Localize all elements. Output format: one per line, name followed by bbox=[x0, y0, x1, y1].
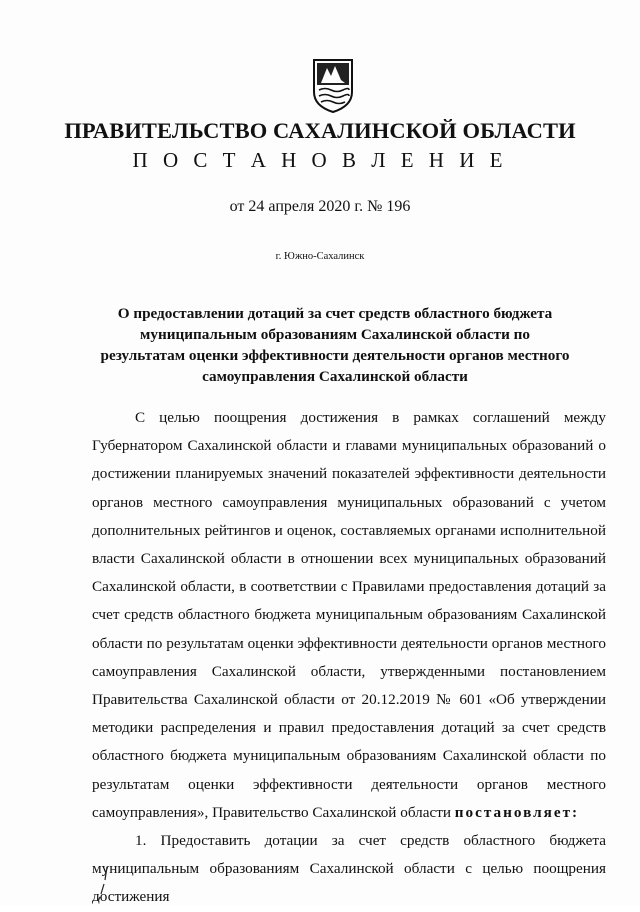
scan-mark bbox=[96, 866, 110, 902]
clause-1-paragraph: 1. Предоставить дотации за счет средств областного бюджета муниципальным образованиям Сахалинской области с целью поощрения достижения bbox=[92, 832, 606, 906]
government-title: ПРАВИТЕЛЬСТВО САХАЛИНСКОЙ ОБЛАСТИ bbox=[64, 118, 576, 143]
date-and-number: от 24 апреля 2020 г. № 196 bbox=[229, 198, 411, 215]
resolves-word: постановляет: bbox=[454, 803, 580, 821]
preamble-paragraph bbox=[92, 404, 606, 827]
city-line: г. Южно-Сахалинск bbox=[275, 251, 365, 262]
preamble-text: С целью поощрения достижения в рамках соглашений между Губернатором Сахалинской области и главами муниципальных образований о достижении планируемых значений показателей эффективности деятельности органов местного самоуправления муниципальных образований с учетом дополнительных рейтингов и оценок, составляемых органами исполнительной власти Сахалинской области в отношении всех муниципальных образований Сахалинской области, в соответствии с Правилами предоставления дотаций за счет средств областного бюджета муниципальным образованиям Сахалинской области по результатам оценки эффективности деятельности органов местного самоуправления Сахалинской области, утвержденными постановлением Правительства Сахалинской области от 20.12.2019 № 601 «Об утверждении методики распределения и правил предоставления дотаций за счет средств областного бюджета муниципальным образованиям Сахалинской области по результатам оценки эффективности деятельности органов местного самоуправления», Правительство Сахалинской области bbox=[92, 409, 606, 821]
document-body bbox=[92, 404, 606, 912]
coat-of-arms-icon bbox=[311, 58, 355, 114]
document-subject: О предоставлении дотаций за счет средств областного бюджета муниципальным образованиям Сахалинской области по результатам оценки эффективности деятельности органов местного самоуправления Сахалинской области bbox=[100, 305, 570, 385]
document-type: П О С Т А Н О В Л Е Н И Е bbox=[132, 148, 508, 172]
